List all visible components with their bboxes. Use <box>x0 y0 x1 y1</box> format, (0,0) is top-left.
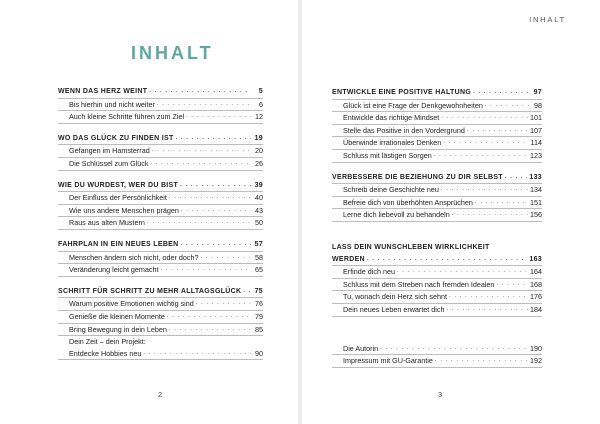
dot-leader <box>367 254 527 266</box>
dot-leader <box>181 205 251 217</box>
entry-title: Die Schlüssel zum Glück <box>69 158 149 168</box>
entry-title: Dein Zeit – dein Projekt: <box>69 337 146 347</box>
chapter-title-line: LASS DEIN WUNSCHLEBEN WIRKLICHKEIT <box>332 243 490 251</box>
dot-leader <box>397 266 528 278</box>
page-number: 79 <box>255 311 263 321</box>
page-number: 57 <box>254 240 263 248</box>
toc-entry-row <box>332 100 542 113</box>
page-number: 6 <box>259 99 263 109</box>
toc-chapter-row <box>332 87 542 100</box>
entry-title: Schluss mit lästigen Sorgen <box>343 150 432 160</box>
toc-entry-row <box>58 252 263 265</box>
dot-leader <box>449 291 528 303</box>
toc-chapter-row <box>58 86 263 99</box>
entry-title: Überwinde irrationales Denken <box>343 138 442 148</box>
entry-title: Gefangen im Hamsterrad <box>69 146 150 156</box>
chapter-title: VERBESSERE DIE BEZIEHUNG ZU DIR SELBST <box>332 173 503 181</box>
page-number: 176 <box>530 292 542 302</box>
dot-leader <box>443 137 528 149</box>
toc-entry-row <box>332 150 542 163</box>
page-number: 76 <box>255 299 263 309</box>
dot-leader <box>380 343 528 355</box>
dot-leader <box>143 348 251 360</box>
toc-entry-row <box>58 205 263 218</box>
toc-entry-row <box>332 304 542 317</box>
toc-entry-row <box>332 343 542 356</box>
page-number: 58 <box>255 252 263 262</box>
entry-title: Menschen ändern sich nicht, oder doch? <box>69 252 199 262</box>
toc-entry-row <box>332 209 542 222</box>
dot-leader <box>186 111 251 123</box>
page-number: 90 <box>255 348 263 358</box>
page-number: 107 <box>530 125 542 135</box>
entry-title: Dein neues Leben erwartet dich <box>343 304 445 314</box>
chapter-title: SCHRITT FÜR SCHRITT ZU MEHR ALLTAGSGLÜCK <box>58 287 242 295</box>
toc-entry-row <box>332 184 542 197</box>
entry-title: Genieße die kleinen Momente <box>69 311 165 321</box>
page-number: 39 <box>254 181 263 189</box>
page-number: 184 <box>530 304 542 314</box>
entry-title: Stelle das Positive in den Vordergrund <box>343 125 465 135</box>
toc-section <box>332 172 542 222</box>
dot-leader <box>441 112 528 124</box>
entry-title: Raus aus alten Mustern <box>69 218 145 228</box>
dot-leader <box>243 286 251 298</box>
toc-entry-row <box>58 99 263 112</box>
page-number: 12 <box>255 112 263 122</box>
dot-leader <box>147 217 251 229</box>
page-number: 164 <box>530 267 542 277</box>
toc-section <box>58 86 263 124</box>
toc-entry-row <box>58 311 263 324</box>
left-page-number: 2 <box>158 390 163 399</box>
page-number: 40 <box>255 193 263 203</box>
entry-title: Warum positive Emotionen wichtig sind <box>69 299 194 309</box>
entry-title: Auch kleine Schritte führen zum Ziel <box>69 112 185 122</box>
chapter-title: WENN DAS HERZ WEINT <box>58 88 148 95</box>
dot-leader <box>505 172 528 184</box>
dot-leader <box>161 264 251 276</box>
dot-leader <box>176 133 251 145</box>
entry-title: Veränderung leicht gemacht <box>69 265 159 275</box>
toc-chapter-row <box>58 239 263 252</box>
dot-leader <box>485 100 530 112</box>
page-number: 156 <box>530 210 542 220</box>
toc-entry-row <box>58 158 263 171</box>
page-title: INHALT <box>131 43 214 63</box>
dot-leader <box>452 209 528 221</box>
entry-title: Bring Bewegung in dein Leben <box>69 324 167 334</box>
dot-leader <box>441 184 528 196</box>
toc-chapter-row <box>58 133 263 146</box>
dot-leader <box>200 252 251 264</box>
toc-section <box>58 286 263 361</box>
dot-leader <box>467 125 528 137</box>
entry-title: Glück ist eine Frage der Denkgewohnheiten <box>343 100 483 110</box>
toc-entry-row <box>332 355 542 368</box>
toc-entry-row <box>58 145 263 158</box>
chapter-title: WIE DU WURDEST, WER DU BIST <box>58 181 179 189</box>
dot-leader <box>169 192 251 204</box>
toc-entry-row <box>332 266 542 279</box>
toc-entry-row <box>332 137 542 150</box>
dot-leader <box>180 180 251 192</box>
dot-leader <box>151 158 252 170</box>
toc-entry-row <box>332 291 542 304</box>
toc-entry-row <box>58 336 263 348</box>
toc-section <box>332 87 542 163</box>
page-number: 114 <box>530 138 542 148</box>
toc-entry-row <box>58 348 263 361</box>
page-number: 163 <box>529 255 542 263</box>
right-page-number: 3 <box>438 390 443 399</box>
running-header: INHALT <box>529 15 566 24</box>
page-number: 65 <box>255 265 263 275</box>
dot-leader <box>496 279 528 291</box>
dot-leader <box>169 324 251 336</box>
page-number: 20 <box>255 146 263 156</box>
entry-title: Die Autorin <box>343 343 379 353</box>
page-number: 134 <box>530 185 542 195</box>
dot-leader <box>434 150 528 162</box>
page-number: 151 <box>530 197 542 207</box>
toc-entry-row <box>58 111 263 124</box>
entry-title: Schreib deine Geschichte neu <box>343 185 439 195</box>
page-number: 97 <box>533 89 542 96</box>
chapter-title: ENTWICKLE EINE POSITIVE HALTUNG <box>332 89 472 96</box>
entry-title: Lerne dich liebevoll zu behandeln <box>343 210 450 220</box>
dot-leader <box>167 311 251 323</box>
chapter-title: FAHRPLAN IN EIN NEUES LEBEN <box>58 240 179 248</box>
toc-right <box>332 87 542 377</box>
entry-title: Erfinde dich neu <box>343 267 395 277</box>
page-number: 50 <box>255 218 263 228</box>
entry-title: Impressum mit GU-Garantie <box>343 356 433 366</box>
dot-leader <box>473 87 530 99</box>
page-number: 85 <box>255 324 263 334</box>
toc-section <box>332 343 542 368</box>
entry-title: Der Einfluss der Persönlichkeit <box>69 193 167 203</box>
page-number: 43 <box>255 205 263 215</box>
dot-leader <box>475 197 528 209</box>
toc-entry-row <box>58 264 263 277</box>
toc-entry-row <box>332 197 542 210</box>
toc-chapter-row <box>332 172 542 185</box>
page-number: 123 <box>530 150 542 160</box>
toc-entry-row <box>332 279 542 292</box>
toc-section <box>58 133 263 171</box>
dot-leader <box>435 355 528 367</box>
page-number: 26 <box>255 158 263 168</box>
toc-chapter-row <box>58 180 263 193</box>
entry-title: Tu, wonach dein Herz sich sehnt <box>343 292 448 302</box>
chapter-title: WERDEN <box>332 255 365 263</box>
toc-chapter-row <box>332 254 542 267</box>
toc-section <box>58 239 263 277</box>
toc-chapter-row <box>58 286 263 299</box>
dot-leader <box>447 304 529 316</box>
page-number: 133 <box>529 173 542 181</box>
page-number: 19 <box>254 134 263 142</box>
entry-title: Entdecke Hobbies neu <box>69 348 142 358</box>
dot-leader <box>181 239 252 251</box>
page-number: 75 <box>254 287 263 295</box>
dot-leader <box>152 145 251 157</box>
toc-entry-row <box>58 217 263 230</box>
entry-title: Bis hierhin und nicht weiter <box>69 99 155 109</box>
toc-section <box>332 242 542 317</box>
toc-section <box>58 180 263 230</box>
page-number: 192 <box>530 356 542 366</box>
entry-title: Befreie dich von überhöhten Ansprüchen <box>343 197 473 207</box>
entry-title: Wie uns andere Menschen prägen <box>69 205 179 215</box>
dot-leader <box>149 86 251 98</box>
page-number: 190 <box>530 343 542 353</box>
dot-leader <box>196 298 251 310</box>
page-number: 101 <box>530 113 542 123</box>
toc-entry-row <box>58 298 263 311</box>
toc-left <box>58 86 263 369</box>
page-number: 98 <box>534 100 542 110</box>
chapter-title: WO DAS GLÜCK ZU FINDEN IST <box>58 134 174 142</box>
page-number: 168 <box>530 279 542 289</box>
page-number: 5 <box>258 88 263 95</box>
entry-title: Schluss mit dem Streben nach fremden Idealen <box>343 279 495 289</box>
toc-entry-row <box>58 324 263 337</box>
toc-entry-row <box>332 112 542 125</box>
dot-leader <box>157 99 251 111</box>
toc-entry-row <box>332 125 542 138</box>
toc-entry-row <box>58 192 263 205</box>
right-page <box>300 0 600 424</box>
entry-title: Entwickle das richtige Mindset <box>343 113 440 123</box>
